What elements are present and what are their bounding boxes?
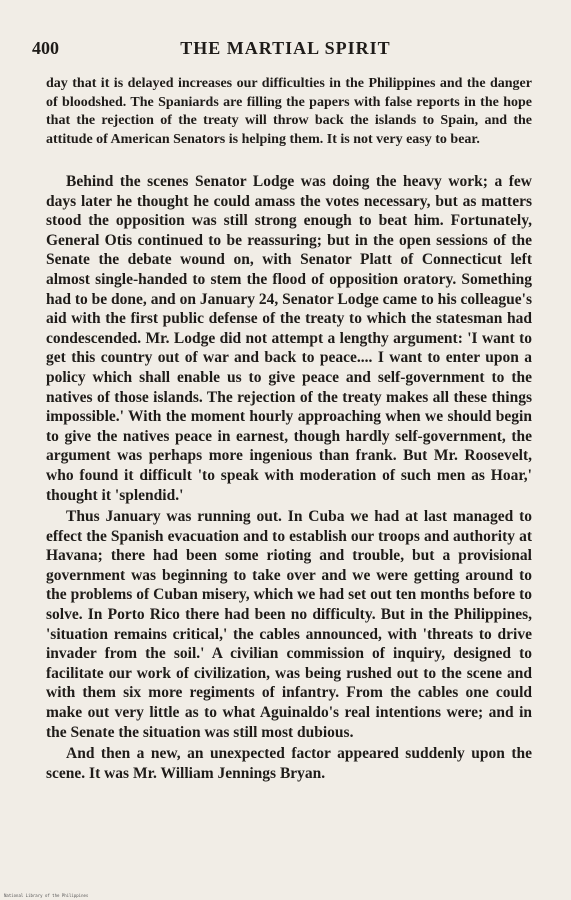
paragraph: And then a new, an unexpected factor appeared suddenly upon the scene. It was Mr. William Jennings Bryan. xyxy=(46,745,532,782)
page-header xyxy=(32,38,539,64)
body-text xyxy=(46,172,532,783)
paragraph: Behind the scenes Senator Lodge was doing the heavy work; a few days later he thought he could amass the votes necessary, but as matters stood the opposition was still strong enough to beat him. Fortunately, General Otis continued to be reassuring; but in the open sessions of the Senate the debate wound on, with Senator Platt of Connecticut left almost single-handed to stem the flood of opposition oratory. Something had to be done, and on January 24, Senator Lodge came to his colleague's aid with the first public defense of the treaty to which the statesman had condescended. Mr. Lodge did not attempt a lengthy argument: 'I want to get this country out of war and back to peace.... I want to enter upon a policy which shall enable us to give peace and self-government to the natives of those islands. The rejection of the treaty makes all these things impossible.' With the moment hourly approaching when we should begin to give the natives peace in earnest, though hardly self-government, the argument was perhaps more ingenious than frank. But Mr. Roosevelt, who found it difficult 'to speak with moderation of such men as Hoar,' thought it 'splendid.' xyxy=(46,173,532,504)
running-head: THE MARTIAL SPIRIT xyxy=(180,38,391,58)
block-quote: day that it is delayed increases our difficulties in the Philippines and the danger of bloodshed. The Spaniards are filling the papers with false reports in the hope that the rejection of the treaty will throw back the islands to Spain, and the attitude of American Senators is helping them. It is not very easy to bear. xyxy=(46,76,532,147)
scan-footer: National Library of the Philippines xyxy=(4,893,89,898)
paragraph: Thus January was running out. In Cuba we had at last managed to effect the Spanish evacuation and to establish our troops and authority at Havana; there had been some rioting and trouble, but a provisional government was beginning to take over and we were getting around to the problems of Cuban misery, which we had set out ten months before to solve. In Porto Rico there had been no difficulty. But in the Philippines, 'situation remains critical,' the cables announced, with 'threats to drive invader from the soil.' A civilian commission of inquiry, designed to facilitate our work of civilization, was being rushed out to the scene and with them six more regiments of infantry. From the cables one could make out very little as to what Aguinaldo's real intentions were; and in the Senate the situation was still most dubious. xyxy=(46,508,532,741)
page-number: 400 xyxy=(32,38,59,58)
